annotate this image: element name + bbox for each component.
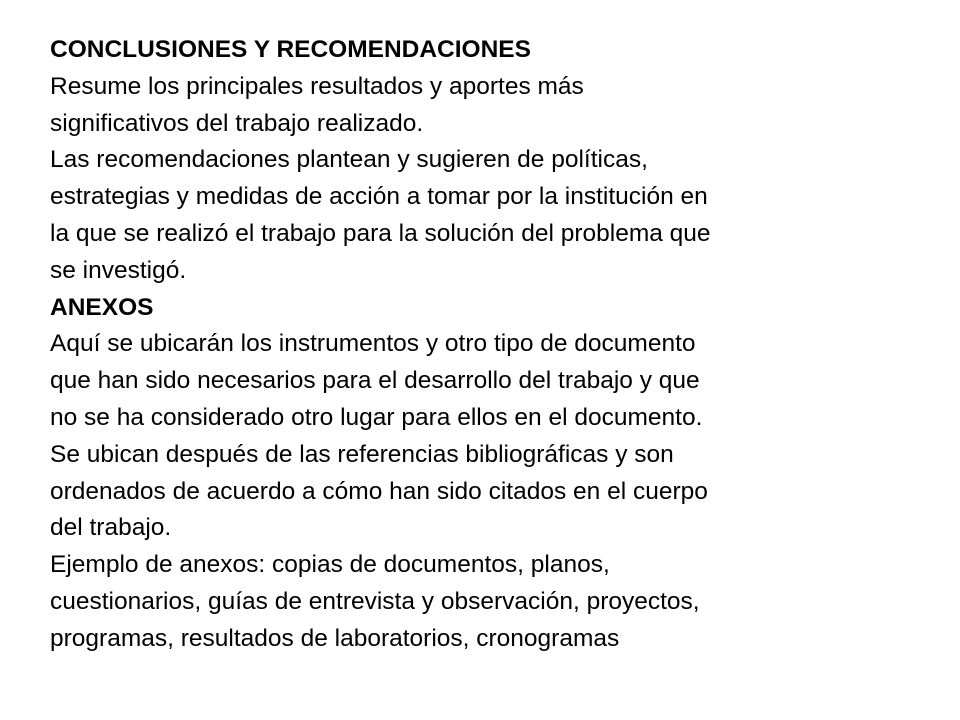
anexos-line: del trabajo. (50, 514, 172, 542)
conclusiones-line: Las recomendaciones plantean y sugieren de políticas, (50, 146, 648, 174)
heading-anexos: ANEXOS (50, 293, 154, 321)
conclusiones-line: significativos del trabajo realizado. (50, 109, 424, 137)
anexos-line: programas, resultados de laboratorios, cronogramas (50, 624, 620, 652)
conclusiones-line: estrategias y medidas de acción a tomar por la institución en (50, 183, 708, 211)
heading-conclusiones: CONCLUSIONES Y RECOMENDACIONES (50, 36, 531, 63)
anexos-line: Se ubican después de las referencias bibliográficas y son (50, 440, 674, 468)
anexos-line: cuestionarios, guías de entrevista y observación, proyectos, (50, 587, 700, 615)
anexos-line: no se ha considerado otro lugar para ellos en el documento. (50, 403, 703, 431)
anexos-line: que han sido necesarios para el desarrollo del trabajo y que (50, 367, 700, 395)
anexos-line: Aquí se ubicarán los instrumentos y otro tipo de documento (50, 330, 696, 358)
conclusiones-line: se investigó. (50, 256, 187, 284)
conclusiones-line: Resume los principales resultados y aportes más (50, 72, 584, 100)
anexos-line: Ejemplo de anexos: copias de documentos, planos, (50, 551, 610, 579)
anexos-line: ordenados de acuerdo a cómo han sido citados en el cuerpo (50, 477, 708, 505)
conclusiones-line: la que se realizó el trabajo para la solución del problema que (50, 219, 711, 247)
slide-content (50, 32, 930, 658)
